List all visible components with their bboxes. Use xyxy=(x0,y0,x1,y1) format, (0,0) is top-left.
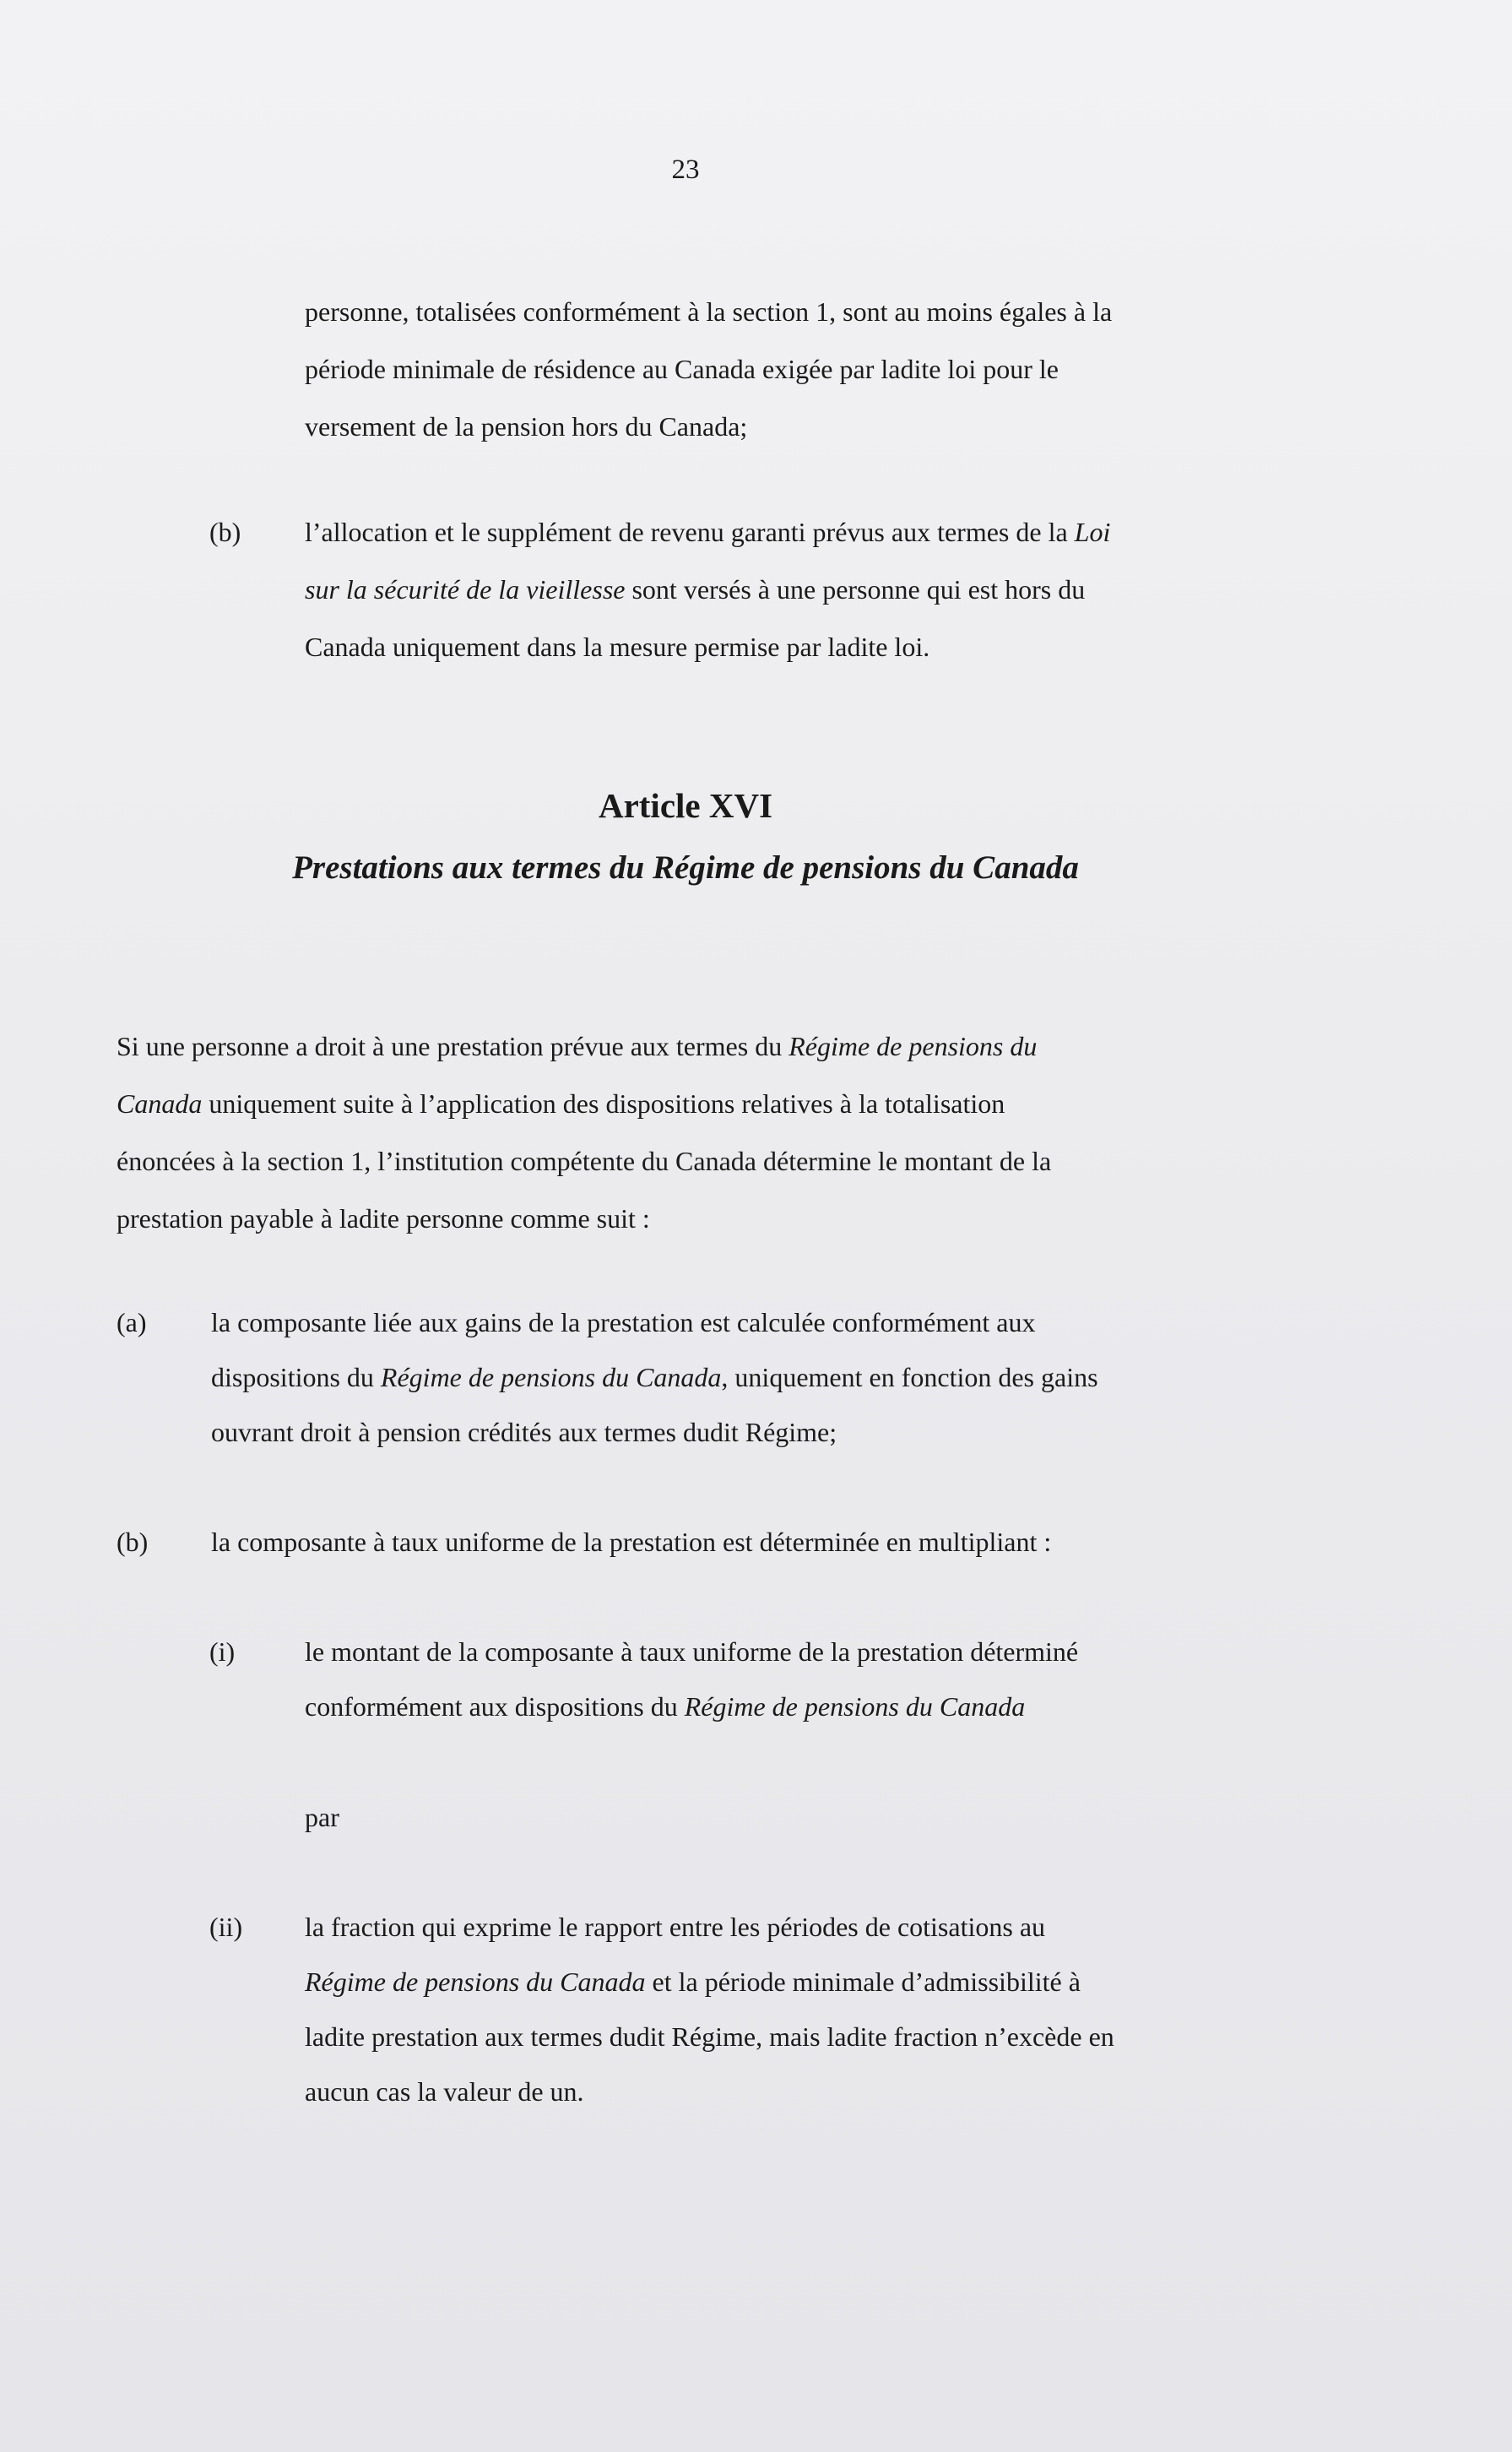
text-line: conformément aux dispositions du Régime de pensions du Canada xyxy=(305,1691,1026,1722)
text-line: Si une personne a droit à une prestation prévue aux termes du Régime de pensions du xyxy=(117,1031,1038,1061)
clause-label: (ii) xyxy=(209,1912,243,1942)
text-line: le montant de la composante à taux uniforme de la prestation déterminé xyxy=(305,1636,1079,1667)
clause-label: (i) xyxy=(209,1636,236,1667)
article-title: Article XVI xyxy=(598,786,773,825)
text-line: l’allocation et le supplément de revenu garanti prévus aux termes de la Loi xyxy=(305,517,1111,547)
text-line: la composante à taux uniforme de la prestation est déterminée en multipliant : xyxy=(211,1527,1052,1557)
connector-word: par xyxy=(305,1802,339,1832)
text-line: personne, totalisées conformément à la section 1, sont au moins égales à la xyxy=(305,296,1113,327)
text-line: prestation payable à ladite personne comme suit : xyxy=(117,1203,650,1234)
clause-label: (b) xyxy=(209,517,241,547)
text-line: période minimale de résidence au Canada exigée par ladite loi pour le xyxy=(305,354,1059,384)
article-subtitle: Prestations aux termes du Régime de pensions du Canada xyxy=(292,849,1079,886)
text-line: Régime de pensions du Canada et la période minimale d’admissibilité à xyxy=(305,1966,1081,1997)
text-line: énoncées à la section 1, l’institution compétente du Canada détermine le montant de la xyxy=(117,1146,1052,1176)
clause-label: (b) xyxy=(117,1527,149,1557)
text-line: Canada uniquement dans la mesure permise par ladite loi. xyxy=(305,632,930,662)
text-line: ouvrant droit à pension crédités aux termes dudit Régime; xyxy=(211,1417,837,1447)
text-line: Canada uniquement suite à l’application des dispositions relatives à la totalisation xyxy=(117,1088,1005,1119)
text-line: versement de la pension hors du Canada; xyxy=(305,411,748,442)
text-line: dispositions du Régime de pensions du Canada, uniquement en fonction des gains xyxy=(211,1362,1098,1392)
text-line: ladite prestation aux termes dudit Régime, mais ladite fraction n’excède en xyxy=(305,2021,1114,2052)
text-line: sur la sécurité de la vieillesse sont versés à une personne qui est hors du xyxy=(305,574,1086,605)
page-number: 23 xyxy=(671,155,700,185)
text-line: aucun cas la valeur de un. xyxy=(305,2076,584,2107)
clause-label: (a) xyxy=(117,1307,147,1337)
text-line: la composante liée aux gains de la prestation est calculée conformément aux xyxy=(211,1307,1036,1337)
text-line: la fraction qui exprime le rapport entre les périodes de cotisations au xyxy=(305,1912,1046,1942)
